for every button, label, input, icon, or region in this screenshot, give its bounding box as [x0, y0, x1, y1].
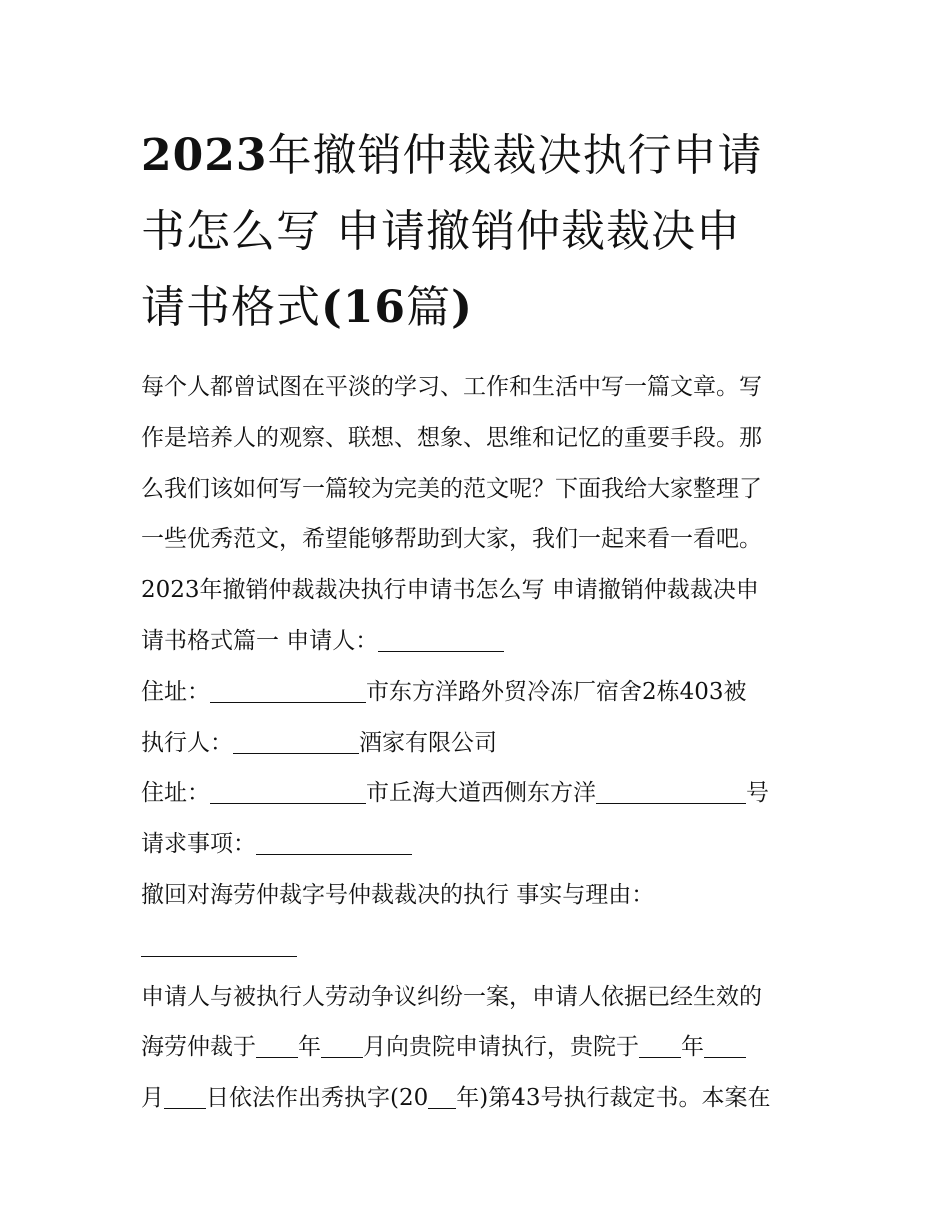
applicant-label: 请书格式篇一 申请人： — [141, 627, 379, 654]
request-label: 请求事项： — [141, 831, 256, 858]
title-text: 请书格式 — [141, 282, 321, 333]
address-line — [141, 667, 821, 718]
document-page — [141, 118, 821, 1124]
address-text: 市丘海大道西侧东方洋 — [366, 780, 596, 807]
text: 日依法作出秀执字(20 — [206, 1085, 429, 1112]
address-line — [141, 768, 821, 819]
paragraph-line — [141, 1022, 821, 1073]
text: 年 — [298, 1034, 321, 1061]
blank-field — [164, 1084, 206, 1109]
title-text: 篇 — [406, 282, 452, 333]
respondent-label: 执行人： — [141, 729, 233, 756]
request-line — [141, 819, 821, 870]
blank-field — [428, 1084, 456, 1109]
address-label: 住址： — [141, 678, 210, 705]
paragraph-line: 2023年撤销仲裁裁决执行申请书怎么写 申请撤销仲裁裁决申 — [141, 577, 759, 604]
title-line-1 — [141, 118, 821, 194]
document-title — [141, 118, 821, 346]
blank-field — [639, 1033, 681, 1058]
paragraph-line: 一些优秀范文，希望能够帮助到大家，我们一起来看一看吧。 — [141, 526, 762, 553]
blank-field — [596, 779, 746, 804]
blank-line — [141, 921, 821, 972]
blank-field — [256, 830, 412, 855]
title-year: 2023 — [141, 130, 268, 181]
paragraph-line: 么我们该如何写一篇较为完美的范文呢？下面我给大家整理了 — [141, 475, 762, 502]
blank-field — [256, 1033, 298, 1058]
blank-field — [321, 1033, 363, 1058]
paragraph-line: 每个人都曾试图在平淡的学习、工作和生活中写一篇文章。写 — [141, 374, 762, 400]
blank-field — [378, 627, 504, 652]
paragraph-line: 作是培养人的观察、联想、想象、思维和记忆的重要手段。那 — [141, 424, 762, 451]
title-paren: ) — [451, 282, 473, 333]
address-label: 住址： — [141, 780, 210, 807]
paragraph-line: 撤回对海劳仲裁字号仲裁裁决的执行 事实与理由： — [141, 881, 655, 908]
address-text: 号 — [746, 780, 769, 807]
text: 月向贵院申请执行，贵院于 — [363, 1034, 639, 1061]
paragraph-line — [141, 1073, 821, 1124]
text: 海劳仲裁于 — [141, 1034, 256, 1061]
blank-field — [233, 728, 359, 753]
blank-field — [141, 932, 297, 957]
address-text: 市东方洋路外贸冷冻厂宿舍2栋403被 — [366, 678, 747, 705]
title-line-3 — [141, 270, 821, 346]
blank-field — [210, 678, 366, 703]
text: 年)第43号执行裁定书。本案在 — [456, 1085, 771, 1112]
respondent-text: 酒家有限公司 — [359, 729, 497, 756]
paragraph-line: 申请人与被执行人劳动争议纠纷一案，申请人依据已经生效的 — [141, 983, 762, 1010]
respondent-line — [141, 718, 821, 769]
blank-field — [704, 1033, 746, 1058]
blank-field — [210, 779, 366, 804]
text: 年 — [681, 1034, 704, 1061]
title-text: 年撤销仲裁裁决执行申请 — [267, 130, 763, 181]
title-line-2: 书怎么写 申请撤销仲裁裁决申 — [141, 206, 741, 257]
text: 月 — [141, 1085, 164, 1112]
title-count: (16 — [321, 282, 407, 333]
applicant-line — [141, 616, 821, 667]
